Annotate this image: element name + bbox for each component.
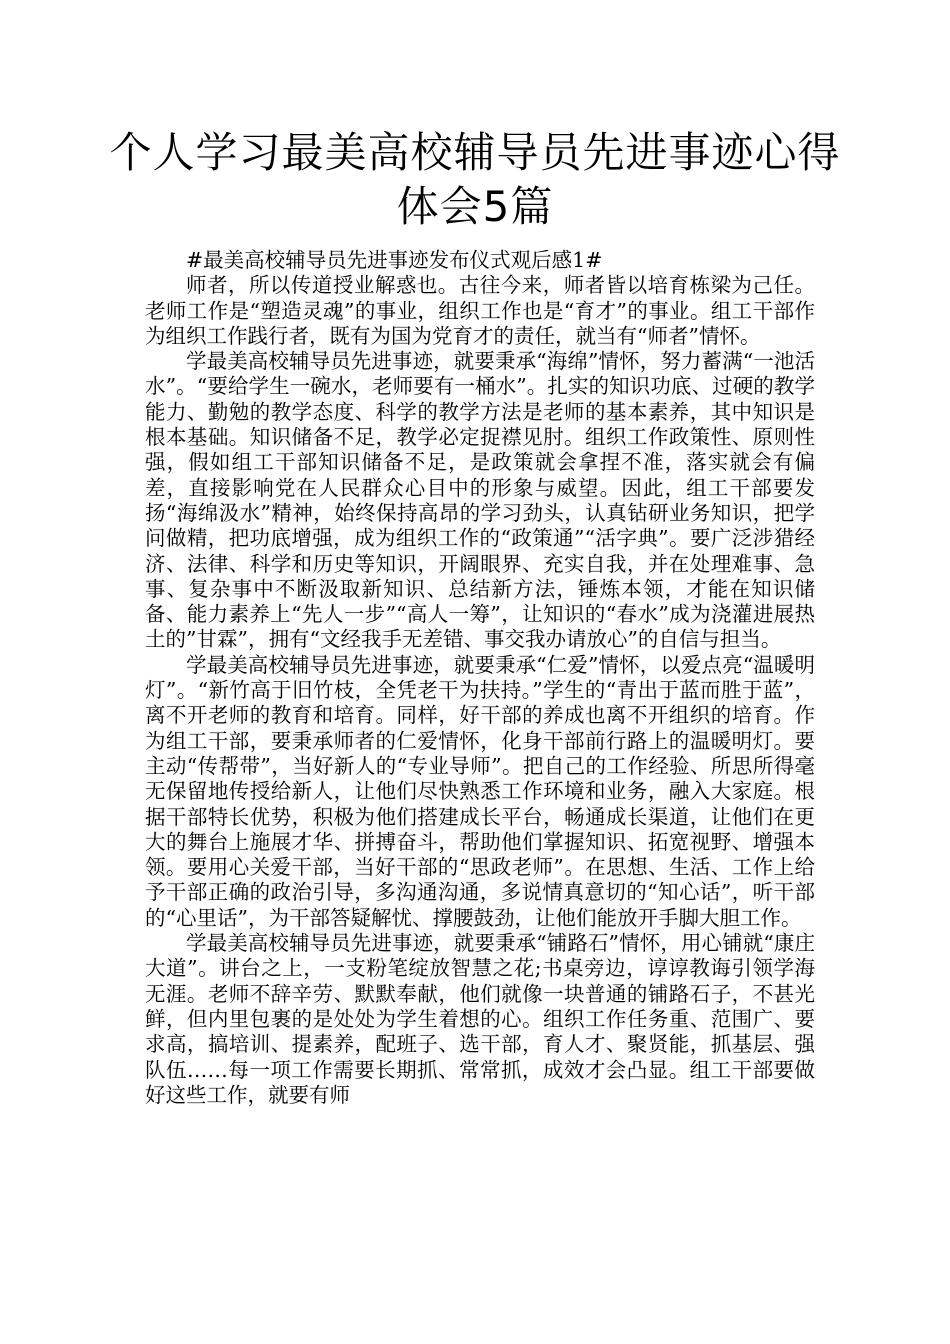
paragraph: 学最美高校辅导员先进事迹，就要秉承“铺路石”情怀，用心铺就“康庄大道”。讲台之上，一支粉笔绽放智慧之花;书桌旁边，谆谆教诲引领学海无涯。老师不辞辛劳、默默奉献，他们就像一块普通的铺路石子，不甚光鲜，但内里包裹的是处处为学生着想的心。组织工作任务重、范围广、要求高，搞培训、提素养，配班子、选干部，育人才、聚贤能，抓基层、强队伍……每一项工作需要长期抓、常常抓，成效才会凸显。组工干部要做好这些工作，就要有师 xyxy=(145,931,815,1107)
paragraph: 学最美高校辅导员先进事迹，就要秉承“海绵”情怀，努力蓄满“一池活水”。“要给学生一碗水，老师要有一桶水”。扎实的知识功底、过硬的教学能力、勤勉的教学态度、科学的教学方法是老师的基本素养，其中知识是根本基础。知识储备不足，教学必定捉襟见肘。组织工作政策性、原则性强，假如组工干部知识储备不足，是政策就会拿捏不准，落实就会有偏差，直接影响党在人民群众心目中的形象与威望。因此，组工干部要发扬“海绵汲水”精神，始终保持高昂的学习劲头，认真钻研业务知识，把学问做精，把功底增强，成为组织工作的“政策通”“活字典”。要广泛涉猎经济、法律、科学和历史等知识，开阔眼界、充实自我，并在处理难事、急事、复杂事中不断汲取新知识、总结新方法，锤炼本领，才能在知识储备、能力素养上“先人一步”“高人一筹”，让知识的“春水”成为浇灌进展热土的”甘霖”，拥有“文经我手无差错、事交我办请放心”的自信与担当。 xyxy=(145,349,815,652)
paragraph: 学最美高校辅导员先进事迹，就要秉承“仁爱”情怀，以爱点亮“温暖明灯”。“新竹高于旧竹枝，全凭老干为扶持。”学生的“青出于蓝而胜于蓝”，离不开老师的教育和培育。同样，好干部的养成也离不开组织的培育。作为组工干部，要秉承师者的仁爱情怀，化身干部前行路上的温暖明灯。要主动“传帮带”，当好新人的“专业导师”。把自己的工作经验、所思所得毫无保留地传授给新人，让他们尽快熟悉工作环境和业务，融入大家庭。根据干部特长优势，积极为他们搭建成长平台，畅通成长渠道，让他们在更大的舞台上施展才华、拼搏奋斗，帮助他们掌握知识、拓宽视野、增强本领。要用心关爱干部，当好干部的“思政老师”。在思想、生活、工作上给予干部正确的政治引导，多沟通沟通，多说情真意切的“知心话”，听干部的“心里话”，为干部答疑解忧、撑腰鼓劲，让他们能放开手脚大胆工作。 xyxy=(145,652,815,930)
title-line-1: 个人学习最美高校辅导员先进事迹心得 xyxy=(109,128,841,177)
title-line-2: 体会5篇 xyxy=(396,182,554,231)
document-title xyxy=(100,126,850,234)
paragraph: 师者，所以传道授业解惑也。古往今来，师者皆以培育栋梁为己任。老师工作是“塑造灵魂”的事业，组织工作也是“育才”的事业。组工干部作为组织工作践行者，既有为国为党育才的责任，就当有“师者”情怀。 xyxy=(145,273,815,348)
section-heading: #最美高校辅导员先进事迹发布仪式观后感1# xyxy=(186,248,603,272)
document-body xyxy=(145,248,815,1108)
